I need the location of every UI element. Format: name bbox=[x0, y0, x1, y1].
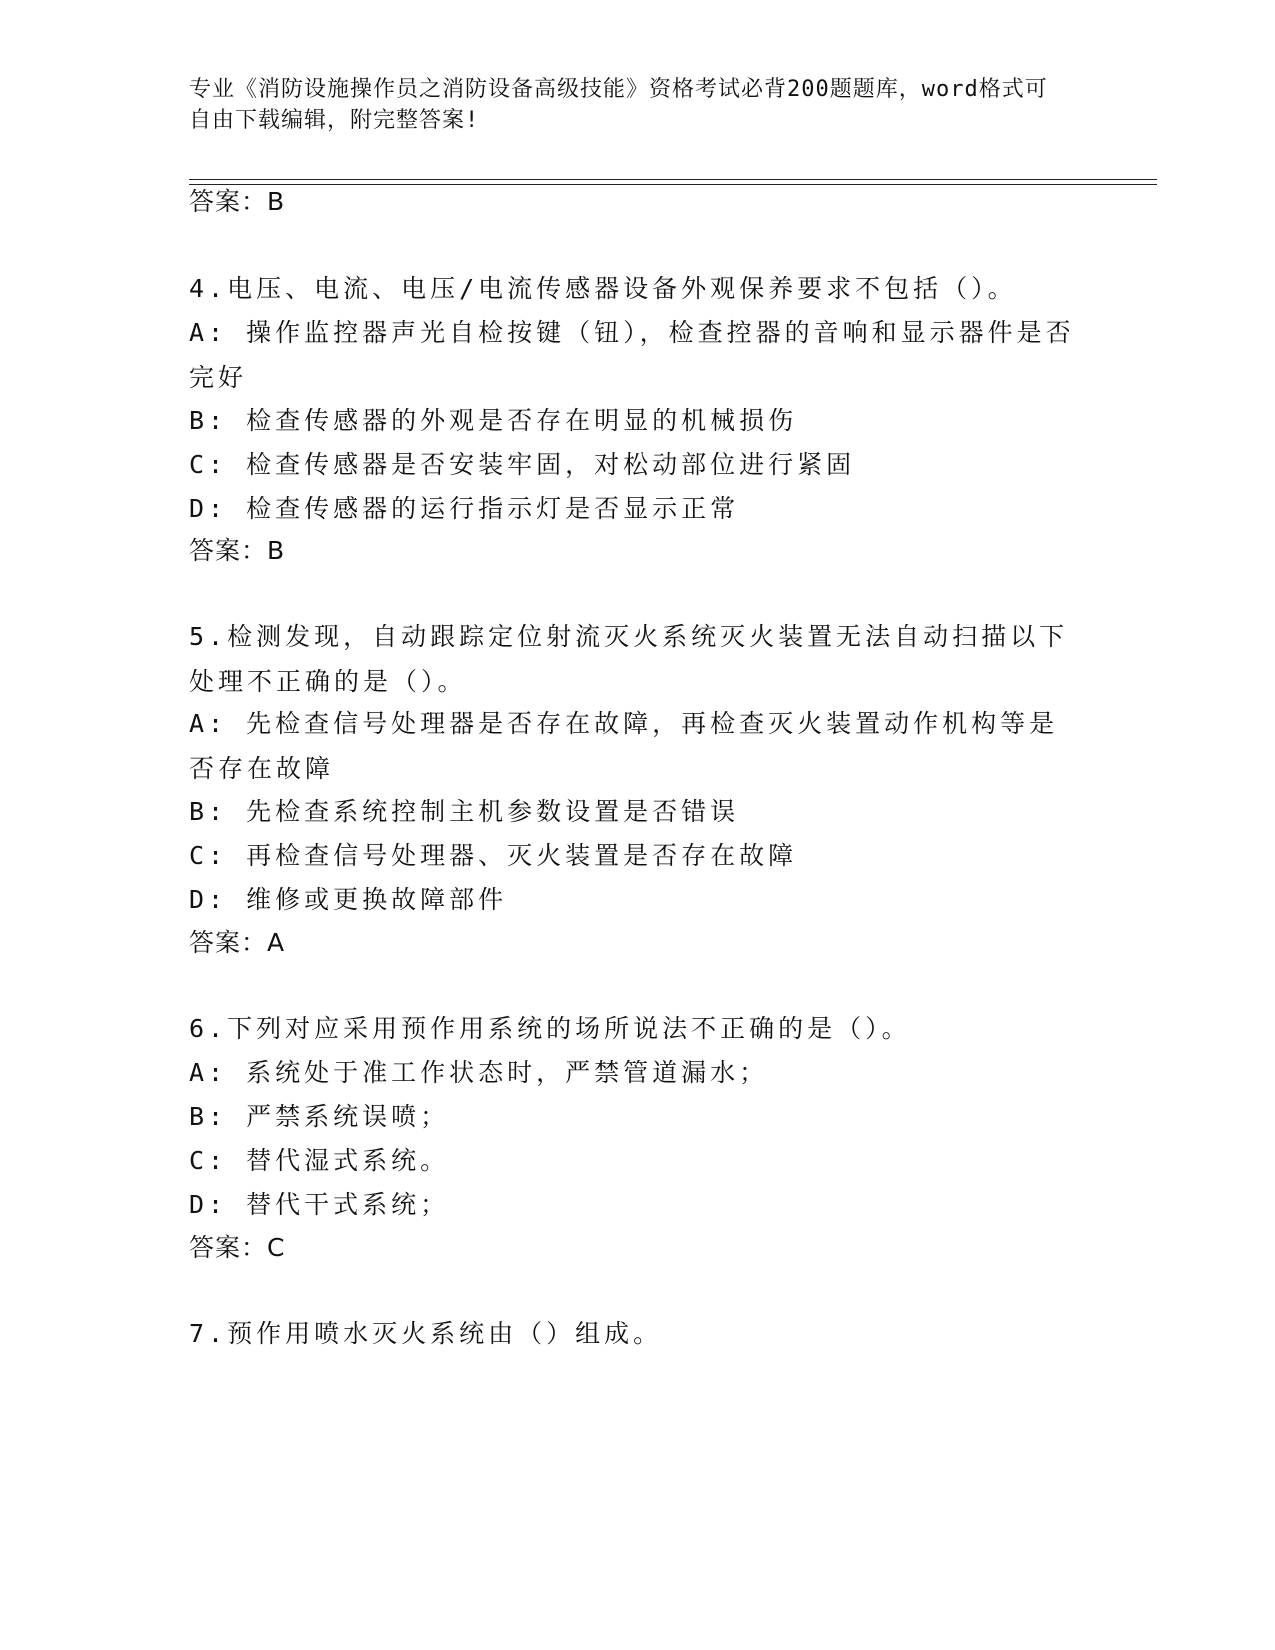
question-4-stem: 4.电压、电流、电压/电流传感器设备外观保养要求不包括（）。 bbox=[189, 274, 1017, 303]
header-divider-top bbox=[189, 179, 1157, 180]
question-5-answer: 答案：A bbox=[189, 928, 286, 957]
answer-previous: 答案：B bbox=[189, 187, 286, 216]
header-divider-bottom bbox=[189, 184, 1157, 185]
question-4-option-b: B: 检查传感器的外观是否存在明显的机械损伤 bbox=[189, 406, 798, 435]
question-5-option-b: B: 先检查系统控制主机参数设置是否错误 bbox=[189, 797, 740, 826]
question-6-option-b: B: 严禁系统误喷； bbox=[189, 1102, 450, 1131]
question-4-option-c: C: 检查传感器是否安装牢固，对松动部位进行紧固 bbox=[189, 450, 856, 479]
question-5-option-d: D: 维修或更换故障部件 bbox=[189, 885, 508, 914]
question-4-option-a: A: 操作监控器声光自检按键（钮），检查控器的音响和显示器件是否完好 bbox=[189, 318, 1075, 392]
question-5-stem: 5.检测发现，自动跟踪定位射流灭火系统灭火装置无法自动扫描以下处理不正确的是（）。 bbox=[189, 622, 1069, 696]
question-4-answer: 答案：B bbox=[189, 536, 286, 565]
question-6-answer: 答案：C bbox=[189, 1233, 286, 1262]
question-4-option-d: D: 检查传感器的运行指示灯是否显示正常 bbox=[189, 494, 740, 523]
question-6-stem: 6.下列对应采用预作用系统的场所说法不正确的是（）。 bbox=[189, 1014, 911, 1043]
question-5-option-c: C: 再检查信号处理器、灭火装置是否存在故障 bbox=[189, 841, 798, 870]
page-header: 专业《消防设施操作员之消防设备高级技能》资格考试必背200题题库，word格式可自由下载编辑，附完整答案! bbox=[189, 77, 1048, 133]
question-7-stem: 7.预作用喷水灭火系统由（）组成。 bbox=[189, 1319, 663, 1348]
question-6-option-a: A: 系统处于准工作状态时，严禁管道漏水； bbox=[189, 1058, 769, 1087]
question-5-option-a: A: 先检查信号处理器是否存在故障，再检查灭火装置动作机构等是否存在故障 bbox=[189, 709, 1059, 783]
question-6-option-d: D: 替代干式系统； bbox=[189, 1190, 450, 1219]
question-6-option-c: C: 替代湿式系统。 bbox=[189, 1146, 450, 1175]
